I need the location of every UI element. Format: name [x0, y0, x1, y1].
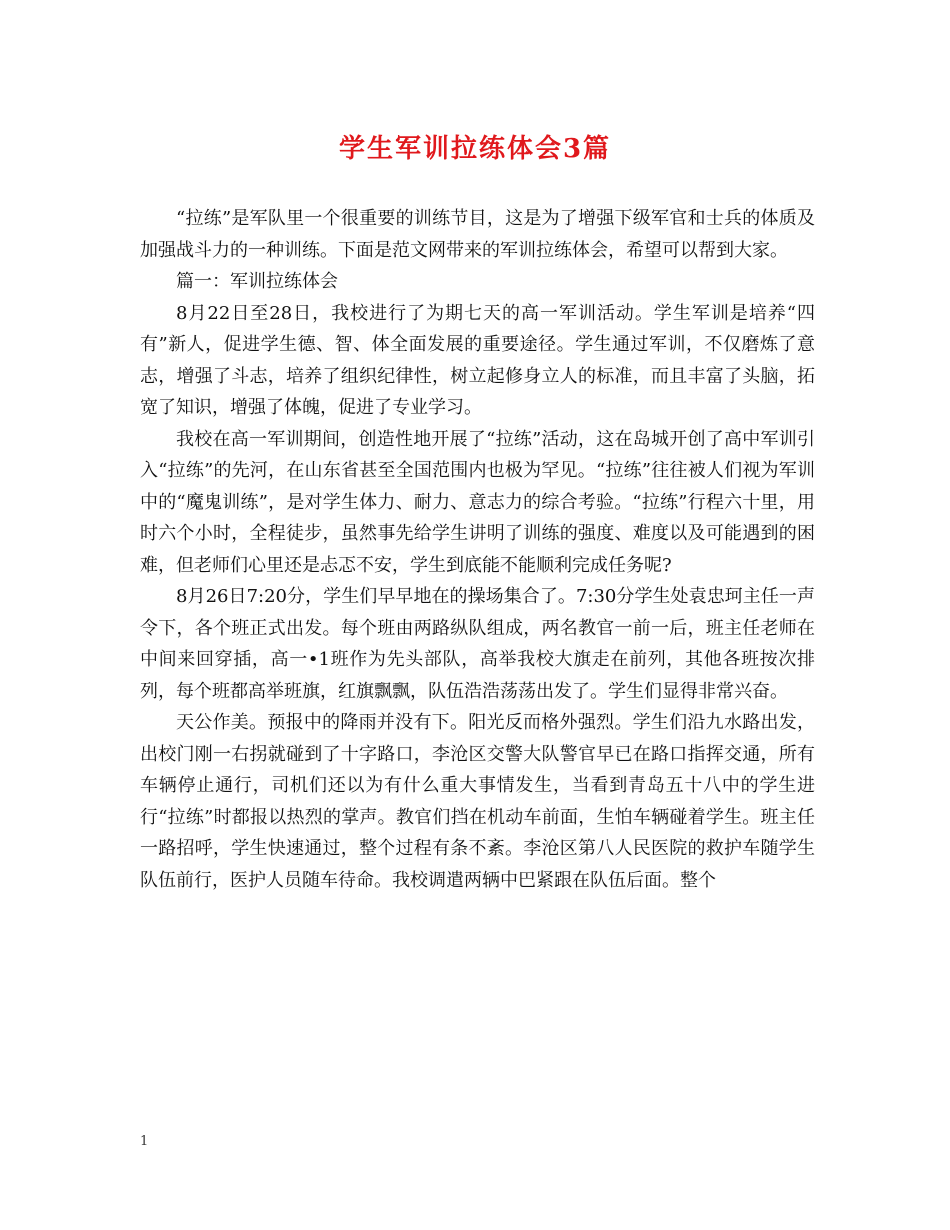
- body-paragraph: 8月26日7:20分，学生们早早地在的操场集合了。7:30分学生处袁忠珂主任一声令下，各个班正式出发。每个班由两路纵队组成，两名教官一前一后，班主任老师在中间来回穿插，高一•1班作为先头部队，高举我校大旗走在前列，其他各班按次排列，每个班都高举班旗，红旗飘飘，队伍浩浩荡荡出发了。学生们显得非常兴奋。: [140, 586, 815, 702]
- body-paragraph: 8月22日至28日，我校进行了为期七天的高一军训活动。学生军训是培养“四有”新人，促进学生德、智、体全面发展的重要途径。学生通过军训，不仅磨炼了意志，增强了斗志，培养了组织纪律性，树立起修身立人的标准，而且丰富了头脑，拓宽了知识，增强了体魄，促进了专业学习。: [140, 302, 815, 418]
- section-heading: 篇一：军训拉练体会: [176, 271, 338, 292]
- intro-paragraph: “拉练”是军队里一个很重要的训练节目，这是为了增强下级军官和士兵的体质及加强战斗力的一种训练。下面是范文网带来的军训拉练体会，希望可以帮到大家。: [140, 208, 815, 261]
- document-body: [140, 203, 815, 896]
- page-number: 1: [140, 1134, 149, 1149]
- body-paragraph: 天公作美。预报中的降雨并没有下。阳光反而格外强烈。学生们沿九水路出发，出校门刚一右拐就碰到了十字路口，李沧区交警大队警官早已在路口指挥交通，所有车辆停止通行，司机们还以为有什么重大事情发生，当看到青岛五十八中的学生进行“拉练”时都报以热烈的掌声。教官们挡在机动车前面，生怕车辆碰着学生。班主任一路招呼，学生快速通过，整个过程有条不紊。李沧区第八人民医院的救护车随学生队伍前行，医护人员随车待命。我校调遣两辆中巴紧跟在队伍后面。整个: [140, 712, 815, 891]
- page-title: 学生军训拉练体会3篇: [338, 134, 612, 164]
- body-paragraph: 我校在高一军训期间，创造性地开展了“拉练”活动，这在岛城开创了高中军训引入“拉练”的先河，在山东省甚至全国范围内也极为罕见。“拉练”往往被人们视为军训中的“魔鬼训练”，是对学生体力、耐力、意志力的综合考验。“拉练”行程六十里，用时六个小时，全程徒步，虽然事先给学生讲明了训练的强度、难度以及可能遇到的困难，但老师们心里还是忐忑不安，学生到底能不能顺利完成任务呢?: [140, 428, 815, 576]
